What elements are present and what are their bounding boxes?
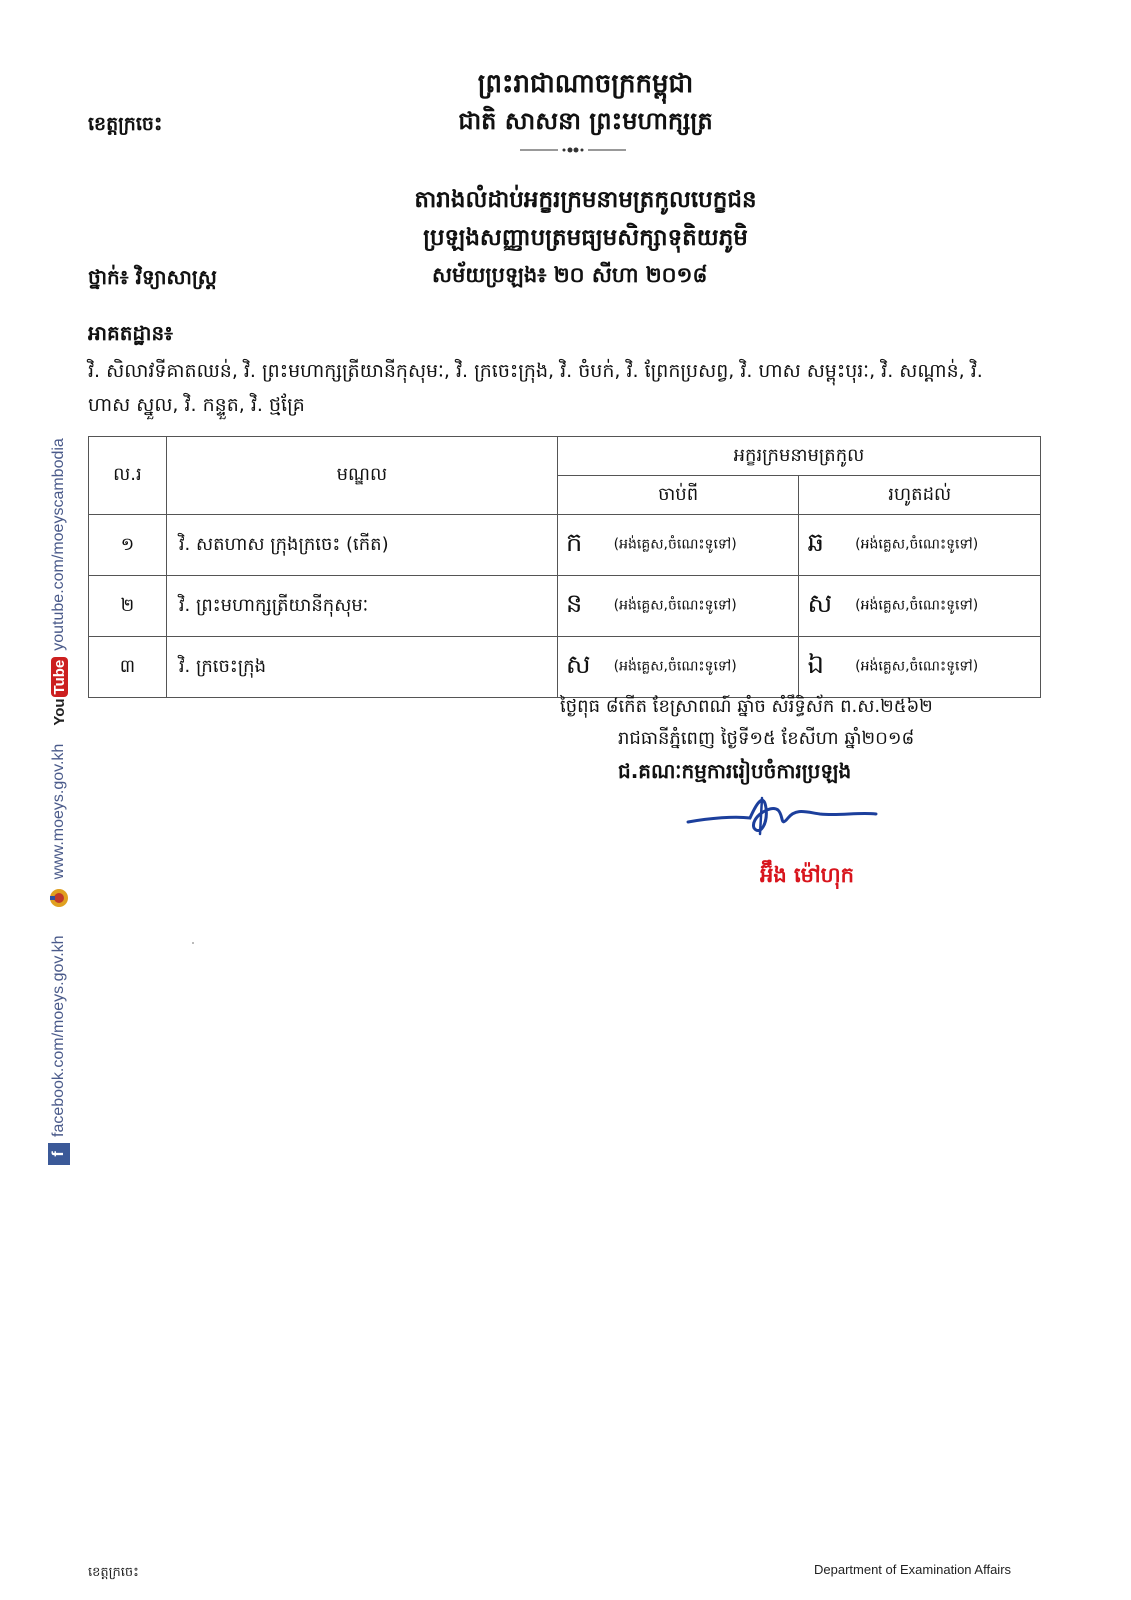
- website-link[interactable]: www.moeys.gov.kh: [50, 743, 67, 880]
- col-header-center: មណ្ឌល: [166, 437, 557, 515]
- to-note: (អង់គ្លេស,ចំណេះទូទៅ): [855, 597, 979, 614]
- col-header-from: ចាប់ពី: [557, 476, 799, 515]
- scan-speck: [192, 942, 194, 944]
- committee-title: ជ.គណៈកម្មការរៀបចំការប្រឡង: [618, 759, 852, 783]
- lunar-date: ថ្ងៃពុធ ៨កើត ខែស្រាពណ៍ ឆ្នាំច សំរឹទ្ធិស័ក ព.ស.២៥៦២: [560, 696, 933, 717]
- table-row: [89, 637, 1041, 698]
- venue-list: វិ. សិលាវទីគាតឈន់, វិ. ព្រះមហាក្សត្រីយានីកុសុមៈ, វិ. ក្រចេះក្រុង, វិ. ចំបក់, វិ. ព្រែកប្រសព្វ, វិ. ហាស សម្ពុះបុរៈ, វិ. សណ្តាន់, វិ. ហាស ស្នួល, វិ. កន្ទួត, វិ. ថ្មគ្រែ: [88, 360, 983, 416]
- footer-department: Department of Examination Affairs: [814, 1562, 1012, 1577]
- document-title: តារាងលំដាប់អក្ខរក្រមនាមត្រកូលបេក្ខជន: [414, 187, 757, 213]
- exam-session: សម័យប្រឡង៖ ២០ សីហា ២០១៨: [432, 263, 708, 287]
- venue-label: អាគតដ្ឋាន៖: [88, 321, 173, 345]
- to-cell: [799, 515, 1041, 576]
- social-sidebar: [44, 385, 74, 1165]
- from-cell: [557, 515, 799, 576]
- youtube-icon: [51, 657, 68, 726]
- row-number: ១: [89, 515, 167, 576]
- to-letter: ឯ: [807, 650, 824, 680]
- to-note: (អង់គ្លេស,ចំណេះទូទៅ): [855, 658, 979, 675]
- youtube-brand-you: You: [50, 698, 68, 726]
- from-letter: ក: [565, 528, 583, 558]
- facebook-link[interactable]: facebook.com/moeys.gov.kh: [50, 935, 67, 1137]
- from-note: (អង់គ្លេស,ចំណេះទូទៅ): [613, 658, 737, 675]
- from-cell: [557, 637, 799, 698]
- youtube-brand-tube: Tube: [51, 657, 68, 698]
- col-header-no: ល.រ: [89, 437, 167, 515]
- national-motto: ជាតិ សាសនា ព្រះមហាក្សត្រ: [458, 107, 713, 135]
- signature: [680, 788, 880, 848]
- facebook-icon: f: [48, 1143, 70, 1165]
- center-name: វិ. ក្រចេះក្រុង: [166, 637, 557, 698]
- emblem-icon: [48, 887, 70, 909]
- document-subtitle: ប្រឡងសញ្ញាបត្រមធ្យមសិក្សាទុតិយភូមិ: [423, 225, 748, 251]
- province-label: ខេត្តក្រចេះ: [88, 113, 163, 135]
- center-name: វិ. ព្រះមហាក្សត្រីយានីកុសុមៈ: [166, 576, 557, 637]
- from-letter: ស: [565, 650, 591, 680]
- from-cell: [557, 576, 799, 637]
- footer-province: ខេត្តក្រចេះ: [88, 1565, 139, 1580]
- from-note: (អង់គ្លេស,ចំណេះទូទៅ): [613, 536, 737, 553]
- to-letter: ស: [807, 589, 833, 619]
- from-note: (អង់គ្លេស,ចំណេះទូទៅ): [613, 597, 737, 614]
- signer-name: អ៊ឹង ម៉ៅហុក: [760, 863, 854, 887]
- kingdom-heading: ព្រះរាជាណាចក្រកម្ពុជា: [477, 69, 694, 99]
- to-cell: [799, 637, 1041, 698]
- from-letter: ន: [565, 589, 583, 619]
- to-cell: [799, 576, 1041, 637]
- col-header-to: រហូតដល់: [799, 476, 1041, 515]
- to-note: (អង់គ្លេស,ចំណេះទូទៅ): [855, 536, 979, 553]
- table-row: [89, 515, 1041, 576]
- ornament-divider: [520, 146, 626, 154]
- to-letter: ឆ: [807, 528, 824, 558]
- row-number: ៣: [89, 637, 167, 698]
- center-name: វិ. សតហាស ក្រុងក្រចេះ (កើត): [166, 515, 557, 576]
- col-header-alphabet: អក្ខរក្រមនាមត្រកូល: [557, 437, 1040, 476]
- issue-date: រាជធានីភ្នំពេញ ថ្ងៃទី១៥ ខែសីហា ឆ្នាំ២០១៨: [618, 728, 915, 749]
- alphabet-range-table: [88, 436, 1041, 698]
- row-number: ២: [89, 576, 167, 637]
- table-row: [89, 576, 1041, 637]
- youtube-link[interactable]: youtube.com/moeyscambodia: [50, 438, 67, 651]
- subject-label: ថ្នាក់៖ វិទ្យាសាស្ត្រ: [88, 265, 217, 289]
